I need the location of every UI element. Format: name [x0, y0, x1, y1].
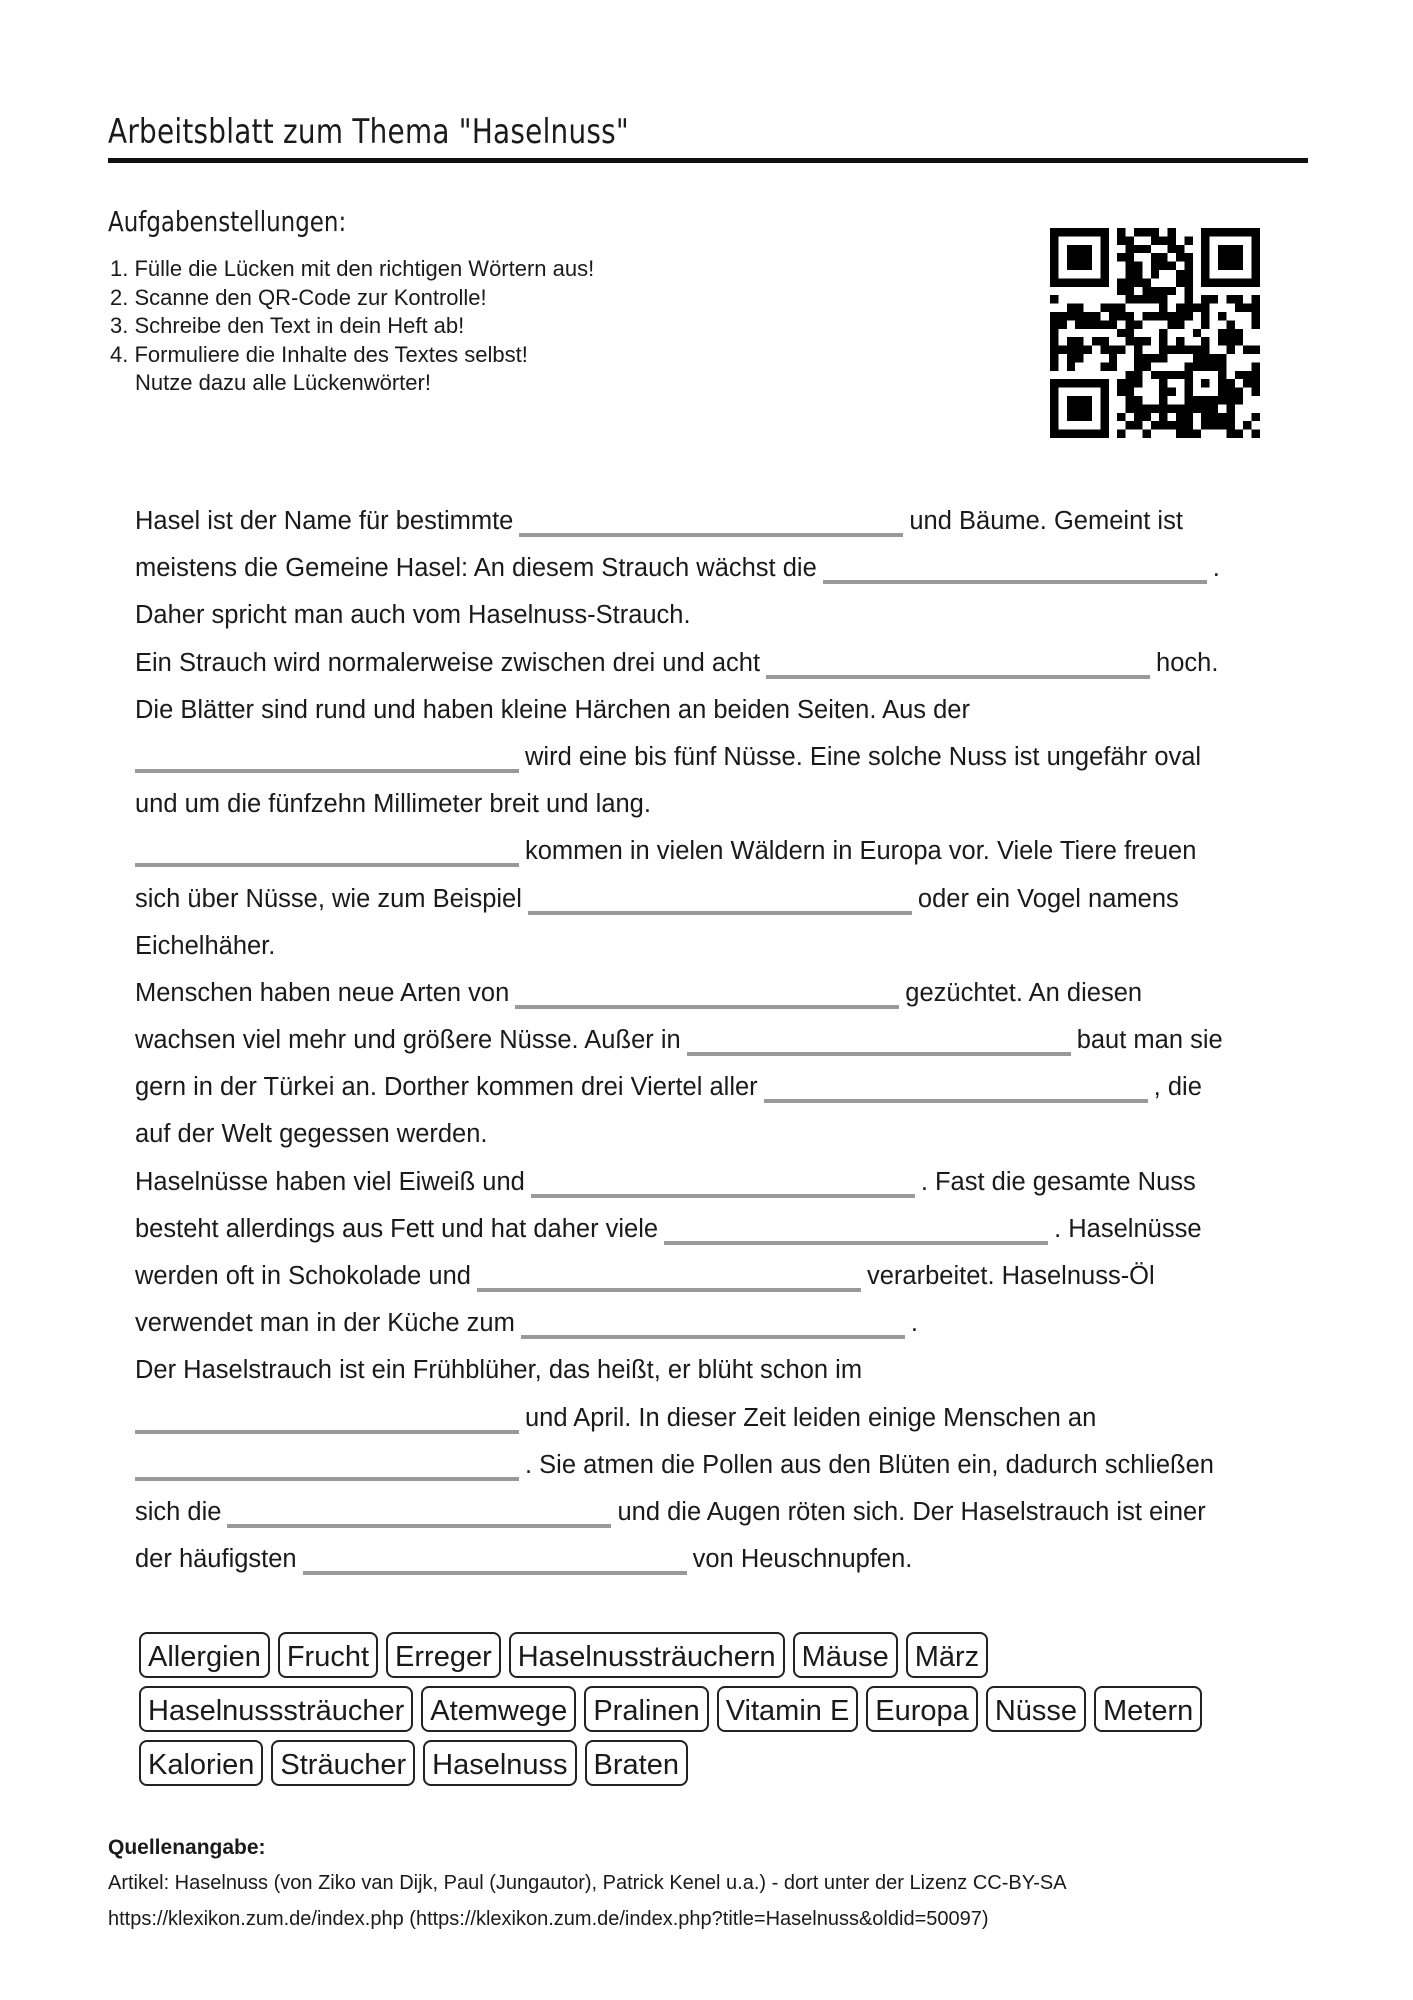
word-bank-row [139, 1740, 1319, 1786]
word-chip: Metern [1094, 1686, 1202, 1732]
blank-gap[interactable] [531, 1178, 915, 1198]
word-chip: Pralinen [584, 1686, 708, 1732]
cloze-text-segment: kommen in vielen Wäldern in Europa vor. Viele Tiere freuen [525, 837, 1197, 866]
word-chip: Atemwege [421, 1686, 576, 1732]
cloze-text-segment: gern in der Türkei an. Dorther kommen drei Viertel aller [135, 1073, 758, 1102]
cloze-text-segment: verwendet man in der Küche zum [135, 1309, 515, 1338]
cloze-text-segment: baut man sie [1076, 1026, 1223, 1055]
cloze-line [135, 1111, 1335, 1158]
cloze-line [135, 1300, 1335, 1347]
cloze-text-segment: sich die [135, 1497, 222, 1526]
cloze-line [135, 1347, 1335, 1394]
cloze-text-segment: . Fast die gesamte Nuss [920, 1167, 1196, 1196]
word-chip: Haselnuss [423, 1740, 576, 1786]
source-article: Artikel: Haselnuss (von Ziko van Dijk, Paul (Jungautor), Patrick Kenel u.a.) - dort unter der Lizenz CC-BY-SA [108, 1872, 1067, 1894]
cloze-text-segment: . [1212, 554, 1220, 583]
cloze-line [135, 876, 1335, 923]
cloze-line [135, 592, 1335, 639]
cloze-text-segment: auf der Welt gegessen werden. [135, 1120, 488, 1149]
word-chip: Nüsse [986, 1686, 1086, 1732]
blank-gap[interactable] [227, 1508, 611, 1528]
cloze-line [135, 545, 1335, 592]
word-chip: März [906, 1632, 988, 1678]
word-chip: Sträucher [271, 1740, 415, 1786]
cloze-line [135, 734, 1335, 781]
cloze-line [135, 687, 1335, 734]
cloze-text-segment: , die [1153, 1073, 1202, 1102]
cloze-text-segment: . [910, 1309, 918, 1338]
cloze-text-segment: Daher spricht man auch vom Haselnuss-Strauch. [135, 601, 691, 630]
cloze-text-segment: Menschen haben neue Arten von [135, 978, 510, 1007]
word-bank-row [139, 1686, 1319, 1732]
cloze-text-segment: meistens die Gemeine Hasel: An diesem Strauch wächst die [135, 554, 817, 583]
cloze-text-segment: Hasel ist der Name für bestimmte [135, 507, 514, 535]
blank-gap[interactable] [823, 564, 1207, 584]
task-list [110, 255, 594, 398]
blank-gap[interactable] [135, 1461, 519, 1481]
word-chip: Allergien [139, 1632, 270, 1678]
blank-gap[interactable] [515, 989, 899, 1009]
cloze-line [135, 1206, 1335, 1253]
word-chip: Mäuse [793, 1632, 898, 1678]
cloze-text-segment: und die Augen röten sich. Der Haselstrauch ist einer [617, 1497, 1206, 1526]
word-chip: Haselnussträuchern [509, 1632, 785, 1678]
blank-gap[interactable] [528, 895, 912, 915]
word-chip: Braten [585, 1740, 688, 1786]
cloze-text-segment: oder ein Vogel namens [917, 884, 1179, 913]
task-item: 1. Fülle die Lücken mit den richtigen Wörtern aus! [110, 256, 595, 281]
task-item: 2. Scanne den QR-Code zur Kontrolle! [110, 284, 487, 310]
cloze-text-segment: Haselnüsse haben viel Eiweiß und [135, 1167, 525, 1196]
word-chip: Erreger [386, 1632, 501, 1678]
cloze-text-segment: Der Haselstrauch ist ein Frühblüher, das heißt, er blüht schon im [135, 1356, 863, 1385]
cloze-line [135, 1064, 1335, 1111]
blank-gap[interactable] [135, 847, 519, 867]
cloze-text-segment: der häufigsten [135, 1545, 297, 1574]
blank-gap[interactable] [687, 1036, 1071, 1056]
blank-gap[interactable] [477, 1272, 861, 1292]
word-chip: Kalorien [139, 1740, 263, 1786]
cloze-text-segment: werden oft in Schokolade und [135, 1262, 471, 1290]
cloze-line [135, 1442, 1335, 1489]
cloze-text-segment: sich über Nüsse, wie zum Beispiel [135, 884, 522, 913]
cloze-line [135, 828, 1335, 875]
cloze-line [135, 1017, 1335, 1064]
word-bank-row [139, 1632, 1319, 1678]
task-item: 4. Formuliere die Inhalte des Textes selbst! [110, 341, 528, 367]
cloze-text-segment: von Heuschnupfen. [692, 1545, 913, 1574]
cloze-text-segment: . Sie atmen die Pollen aus den Blüten ein, dadurch schließen [525, 1450, 1214, 1479]
blank-gap[interactable] [135, 753, 519, 773]
source-heading: Quellenangabe: [108, 1836, 266, 1859]
tasks-heading: Aufgabenstellungen: [108, 205, 347, 238]
cloze-text-segment: verarbeitet. Haselnuss-Öl [866, 1262, 1155, 1290]
cloze-text-segment: Eichelhäher. [135, 931, 276, 960]
source-url: https://klexikon.zum.de/index.php (https://klexikon.zum.de/index.php?title=Haselnuss&oldid=50097) [108, 1908, 989, 1930]
cloze-text-segment: . Haselnüsse [1054, 1214, 1202, 1243]
cloze-text-segment: Ein Strauch wird normalerweise zwischen drei und acht [135, 648, 761, 677]
cloze-line [135, 1395, 1335, 1442]
cloze-text-segment: wird eine bis fünf Nüsse. Eine solche Nuss ist ungefähr oval [525, 742, 1202, 771]
cloze-text-segment: besteht allerdings aus Fett und hat daher viele [135, 1214, 659, 1243]
cloze-line [135, 1159, 1335, 1206]
cloze-line [135, 1536, 1335, 1583]
cloze-line [135, 970, 1335, 1017]
cloze-line [135, 1489, 1335, 1536]
word-bank [139, 1632, 1319, 1794]
cloze-line [135, 1253, 1335, 1300]
blank-gap[interactable] [766, 659, 1150, 679]
cloze-text-segment: gezüchtet. An diesen [905, 978, 1143, 1007]
blank-gap[interactable] [664, 1225, 1048, 1245]
qr-code [1050, 228, 1260, 438]
task-item: 3. Schreibe den Text in dein Heft ab! [110, 313, 465, 338]
task-item: Nutze dazu alle Lückenwörter! [135, 370, 431, 395]
cloze-line [135, 781, 1335, 828]
blank-gap[interactable] [135, 1414, 519, 1434]
blank-gap[interactable] [519, 517, 903, 537]
cloze-line [135, 640, 1335, 687]
cloze-text-segment: hoch. [1156, 648, 1219, 677]
cloze-text-segment: und April. In dieser Zeit leiden einige Menschen an [525, 1403, 1097, 1432]
blank-gap[interactable] [764, 1083, 1148, 1103]
blank-gap[interactable] [303, 1555, 687, 1575]
word-chip: Europa [866, 1686, 978, 1732]
cloze-text-segment: und um die fünfzehn Millimeter breit und lang. [135, 790, 651, 819]
cloze-line [135, 498, 1335, 545]
title-rule [108, 158, 1308, 163]
word-chip: Vitamin E [717, 1686, 859, 1732]
cloze-text-segment: Die Blätter sind rund und haben kleine Härchen an beiden Seiten. Aus der [135, 695, 970, 724]
word-chip: Frucht [278, 1632, 378, 1678]
blank-gap[interactable] [521, 1319, 905, 1339]
word-chip: Haselnusssträucher [139, 1686, 413, 1732]
cloze-line [135, 923, 1335, 970]
cloze-text-segment: und Bäume. Gemeint ist [909, 507, 1183, 535]
page-title: Arbeitsblatt zum Thema "Haselnuss" [108, 112, 630, 152]
cloze-text-segment: wachsen viel mehr und größere Nüsse. Außer in [135, 1026, 681, 1055]
cloze-text [135, 498, 1335, 1583]
